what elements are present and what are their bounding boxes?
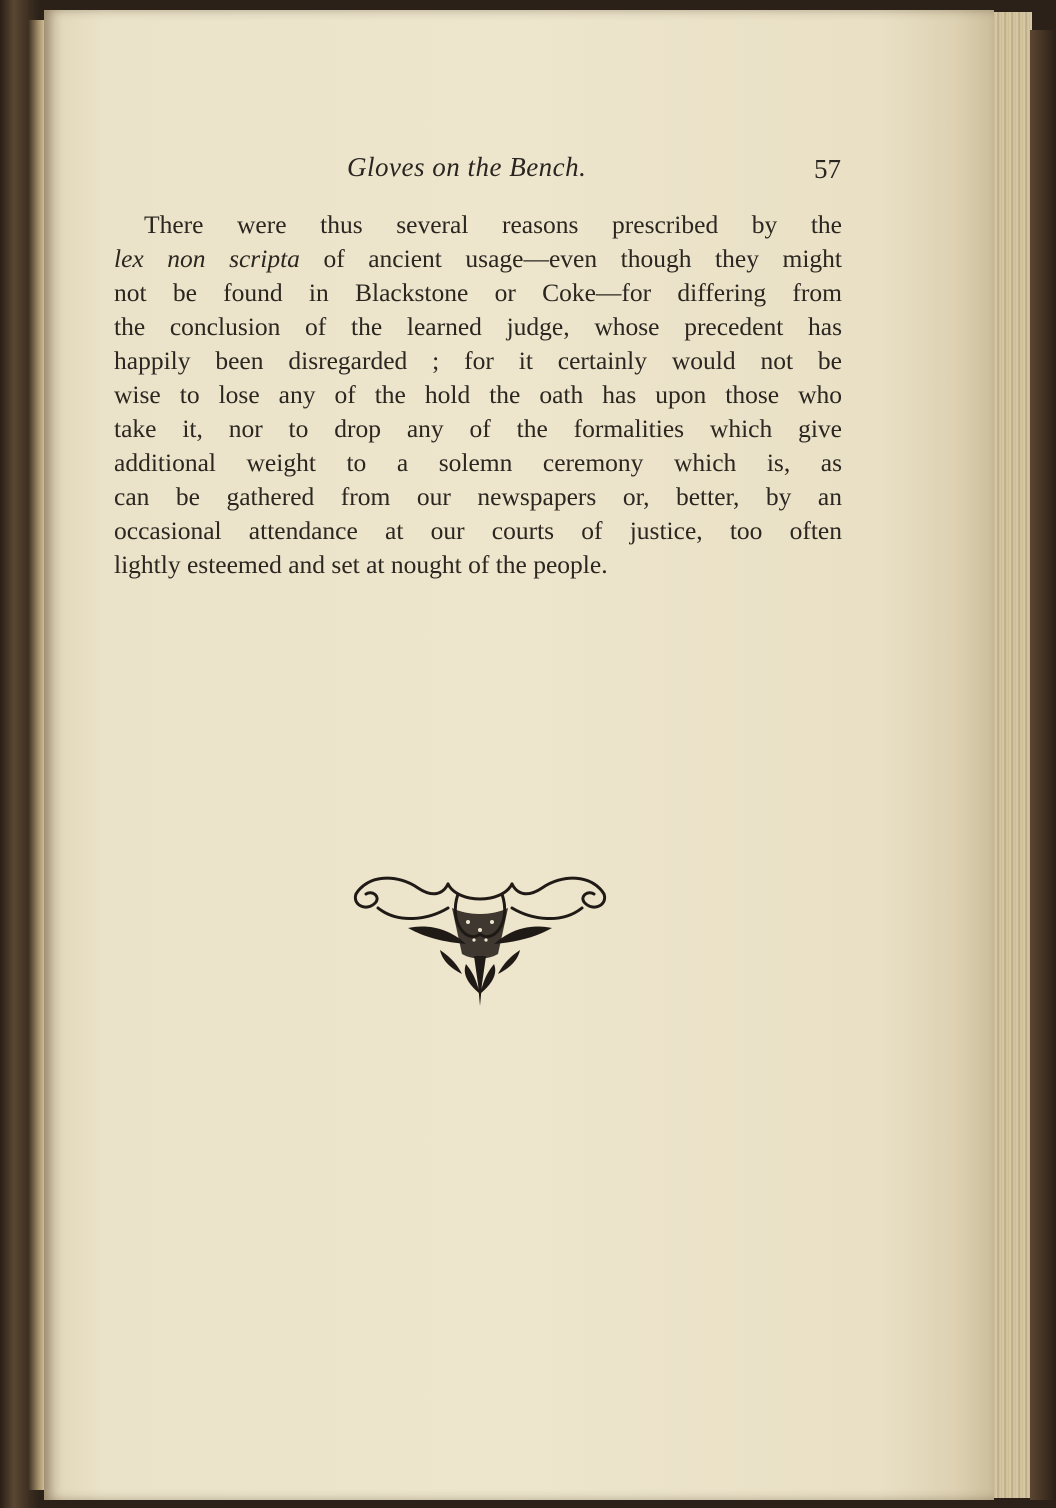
body-paragraph xyxy=(114,208,842,582)
text-line-rest: of ancient usage—even though they might xyxy=(299,244,842,273)
page-number: 57 xyxy=(814,154,841,184)
text-line: happily been disregarded ; for it certainly would not be xyxy=(114,346,842,375)
text-line: the conclusion of the learned judge, whose precedent has xyxy=(114,312,842,341)
book-page xyxy=(44,10,994,1500)
tailpiece-ornament-icon xyxy=(348,864,612,1014)
text-line: occasional attendance at our courts of justice, too often xyxy=(114,516,842,545)
text-line: additional weight to a solemn ceremony which is, as xyxy=(114,448,842,477)
text-line: wise to lose any of the hold the oath has upon those who xyxy=(114,380,842,409)
running-title: Gloves on the Bench. xyxy=(347,152,587,182)
text-line: not be found in Blackstone or Coke—for differing from xyxy=(114,278,842,307)
text-line: can be gathered from our newspapers or, better, by an xyxy=(114,482,842,511)
running-head xyxy=(44,152,994,192)
text-line: take it, nor to drop any of the formalities which give xyxy=(114,414,842,443)
text-line: lightly esteemed and set at nought of the people. xyxy=(114,550,608,579)
latin-phrase: lex non scripta xyxy=(114,244,300,273)
book-binding xyxy=(1030,30,1056,1500)
text-line: There were thus several reasons prescribed by the xyxy=(144,210,842,239)
text-line xyxy=(114,242,842,276)
